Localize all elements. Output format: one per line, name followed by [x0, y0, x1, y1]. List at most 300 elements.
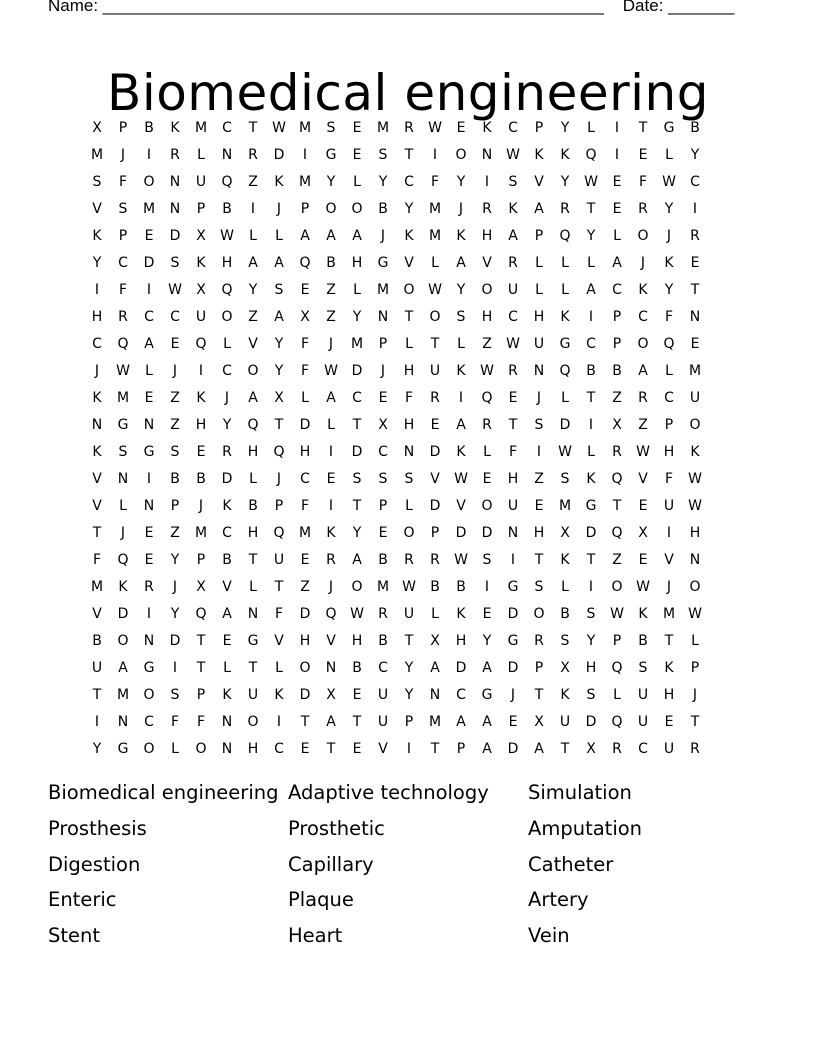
grid-letter: S [118, 443, 128, 460]
grid-letter: V [482, 254, 492, 271]
grid-letter: K [118, 578, 128, 595]
grid-letter: L [665, 362, 673, 379]
grid-letter: U [637, 686, 649, 703]
grid-letter: M [376, 281, 390, 298]
grid-letter: C [664, 389, 674, 406]
grid-letter: I [198, 362, 204, 379]
grid-letter: L [535, 254, 543, 271]
grid-letter: D [299, 686, 311, 703]
grid-letter: V [326, 632, 336, 649]
grid-letter: R [222, 443, 232, 460]
grid-letter: X [196, 281, 206, 298]
grid-letter: N [169, 200, 181, 217]
grid-letter: U [195, 308, 207, 325]
grid-letter: K [92, 227, 102, 244]
grid-letter: D [455, 659, 467, 676]
grid-letter: H [507, 470, 519, 487]
grid-letter: N [143, 497, 155, 514]
grid-letter: K [586, 470, 596, 487]
grid-letter: K [404, 227, 414, 244]
grid-letter: B [222, 551, 232, 568]
grid-letter: C [352, 389, 362, 406]
grid-letter: U [663, 497, 675, 514]
grid-letter: V [92, 497, 102, 514]
grid-letter: C [92, 335, 102, 352]
grid-letter: K [196, 389, 206, 406]
grid-letter: L [171, 740, 179, 757]
grid-letter: U [507, 281, 519, 298]
grid-letter: Q [247, 416, 259, 433]
grid-letter: D [351, 362, 363, 379]
grid-letter: E [456, 119, 466, 136]
grid-letter: A [118, 659, 128, 676]
grid-letter: C [118, 254, 128, 271]
grid-letter: W [558, 443, 572, 460]
grid-letter: I [614, 119, 620, 136]
grid-letter: U [663, 740, 675, 757]
grid-letter: Y [352, 524, 362, 541]
grid-letter: Y [456, 281, 466, 298]
word-list-item: Biomedical engineering [48, 781, 279, 804]
grid-letter: F [300, 335, 310, 352]
grid-letter: C [378, 443, 388, 460]
grid-letter: K [560, 308, 570, 325]
grid-letter: P [378, 497, 388, 514]
grid-letter: C [170, 308, 180, 325]
grid-letter: N [221, 713, 233, 730]
grid-letter: Q [273, 443, 285, 460]
grid-letter: L [431, 605, 439, 622]
grid-letter: E [144, 227, 154, 244]
grid-letter: O [351, 578, 363, 595]
grid-letter: O [533, 605, 545, 622]
grid-letter: P [196, 686, 206, 703]
grid-letter: Q [221, 281, 233, 298]
grid-letter: A [482, 659, 492, 676]
grid-letter: M [376, 119, 390, 136]
grid-letter: E [300, 740, 310, 757]
grid-letter: L [223, 659, 231, 676]
grid-letter: G [585, 497, 597, 514]
grid-letter: P [534, 119, 544, 136]
grid-letter: D [585, 524, 597, 541]
grid-letter: E [144, 551, 154, 568]
grid-letter: E [638, 551, 648, 568]
grid-letter: E [196, 443, 206, 460]
grid-letter: L [197, 146, 205, 163]
grid-letter: F [664, 470, 674, 487]
grid-letter: I [692, 200, 698, 217]
grid-letter: M [194, 524, 208, 541]
word-list [48, 778, 768, 957]
grid-letter: K [326, 524, 336, 541]
grid-letter: X [196, 578, 206, 595]
grid-letter: U [195, 173, 207, 190]
grid-letter: E [690, 335, 700, 352]
grid-letter: K [560, 551, 570, 568]
grid-letter: Y [404, 200, 414, 217]
grid-letter: W [688, 497, 702, 514]
grid-letter: P [612, 335, 622, 352]
grid-letter: F [118, 173, 128, 190]
grid-letter: M [662, 605, 676, 622]
grid-letter: I [510, 551, 516, 568]
grid-letter: M [298, 119, 312, 136]
grid-letter: B [170, 470, 180, 487]
grid-letter: C [274, 740, 284, 757]
grid-letter: I [432, 146, 438, 163]
grid-letter: C [638, 308, 648, 325]
grid-letter: R [690, 227, 700, 244]
grid-letter: E [664, 713, 674, 730]
grid-letter: J [380, 227, 386, 244]
grid-letter: T [586, 551, 596, 568]
grid-letter: D [559, 416, 571, 433]
grid-letter: O [143, 686, 155, 703]
grid-letter: T [248, 659, 258, 676]
grid-letter: L [587, 254, 595, 271]
grid-letter: Y [586, 227, 596, 244]
grid-letter: S [170, 443, 180, 460]
grid-letter: M [116, 389, 130, 406]
grid-letter: C [508, 308, 518, 325]
grid-letter: C [144, 308, 154, 325]
grid-letter: T [248, 551, 258, 568]
grid-letter: Y [690, 146, 700, 163]
grid-letter: B [378, 200, 388, 217]
grid-letter: P [612, 308, 622, 325]
grid-letter: T [352, 713, 362, 730]
grid-letter: U [377, 686, 389, 703]
grid-letter: G [507, 578, 519, 595]
grid-letter: H [351, 254, 363, 271]
grid-letter: K [560, 146, 570, 163]
grid-letter: Q [481, 389, 493, 406]
grid-letter: F [274, 605, 284, 622]
grid-letter: J [276, 470, 282, 487]
grid-letter: U [377, 713, 389, 730]
grid-letter: C [690, 173, 700, 190]
grid-letter: R [326, 551, 336, 568]
grid-letter: M [116, 686, 130, 703]
grid-letter: O [195, 740, 207, 757]
grid-letter: T [92, 524, 102, 541]
grid-letter: M [142, 200, 156, 217]
grid-letter: L [223, 335, 231, 352]
grid-letter: J [536, 389, 542, 406]
grid-letter: H [455, 632, 467, 649]
grid-letter: M [688, 362, 702, 379]
grid-letter: L [561, 281, 569, 298]
word-list-item: Plaque [288, 888, 354, 912]
grid-letter: A [144, 335, 154, 352]
grid-letter: O [247, 362, 259, 379]
grid-letter: I [302, 146, 308, 163]
grid-letter: P [404, 713, 414, 730]
grid-letter: E [352, 686, 362, 703]
grid-letter: E [326, 470, 336, 487]
grid-letter: L [275, 227, 283, 244]
grid-letter: R [690, 740, 700, 757]
grid-letter: I [588, 416, 594, 433]
grid-letter: I [666, 524, 672, 541]
grid-letter: V [92, 605, 102, 622]
grid-letter: X [638, 524, 648, 541]
grid-letter: J [172, 362, 178, 379]
grid-letter: N [507, 524, 519, 541]
grid-letter: M [428, 713, 442, 730]
grid-letter: L [561, 254, 569, 271]
grid-letter: T [352, 416, 362, 433]
grid-letter: H [195, 416, 207, 433]
grid-letter: W [428, 119, 442, 136]
grid-letter: E [144, 524, 154, 541]
grid-letter: R [560, 200, 570, 217]
grid-letter: R [638, 389, 648, 406]
grid-letter: W [480, 362, 494, 379]
grid-letter: S [378, 470, 388, 487]
grid-letter: A [352, 227, 362, 244]
grid-letter: J [640, 254, 646, 271]
grid-letter: I [614, 146, 620, 163]
grid-letter: J [510, 686, 516, 703]
grid-letter: R [118, 308, 128, 325]
grid-letter: I [484, 173, 490, 190]
grid-letter: S [456, 308, 466, 325]
grid-letter: Y [248, 281, 258, 298]
grid-letter: W [350, 605, 364, 622]
grid-letter: K [222, 686, 232, 703]
grid-letter: W [454, 551, 468, 568]
grid-letter: R [638, 200, 648, 217]
grid-letter: E [352, 740, 362, 757]
grid-letter: G [325, 146, 337, 163]
grid-letter: K [456, 227, 466, 244]
word-list-item: Vein [528, 924, 570, 948]
grid-letter: H [689, 524, 701, 541]
grid-letter: Q [559, 362, 571, 379]
grid-letter: D [507, 605, 519, 622]
grid-letter: A [586, 281, 596, 298]
grid-letter: S [378, 146, 388, 163]
grid-letter: D [299, 605, 311, 622]
grid-letter: S [326, 119, 336, 136]
grid-letter: O [143, 740, 155, 757]
grid-letter: M [194, 119, 208, 136]
grid-letter: Y [170, 605, 180, 622]
grid-letter: U [273, 551, 285, 568]
grid-letter: Q [663, 335, 675, 352]
grid-letter: W [506, 146, 520, 163]
grid-letter: O [481, 281, 493, 298]
grid-letter: P [378, 335, 388, 352]
grid-letter: I [146, 146, 152, 163]
grid-letter: I [94, 281, 100, 298]
grid-letter: U [559, 713, 571, 730]
grid-letter: E [638, 497, 648, 514]
grid-letter: W [402, 578, 416, 595]
grid-letter: I [588, 308, 594, 325]
grid-letter: K [560, 686, 570, 703]
grid-letter: K [92, 389, 102, 406]
grid-letter: X [378, 416, 388, 433]
grid-letter: Y [222, 416, 232, 433]
grid-letter: P [690, 659, 700, 676]
grid-letter: S [638, 659, 648, 676]
grid-letter: N [143, 632, 155, 649]
grid-letter: N [169, 173, 181, 190]
grid-letter: X [92, 119, 102, 136]
grid-letter: L [587, 119, 595, 136]
grid-letter: B [326, 254, 336, 271]
grid-letter: L [353, 173, 361, 190]
grid-letter: E [378, 389, 388, 406]
grid-letter: N [247, 605, 259, 622]
grid-letter: G [507, 632, 519, 649]
grid-letter: J [458, 200, 464, 217]
grid-letter: K [456, 443, 466, 460]
grid-letter: R [612, 443, 622, 460]
grid-letter: B [352, 659, 362, 676]
grid-letter: K [196, 254, 206, 271]
grid-letter: L [431, 254, 439, 271]
grid-letter: G [143, 659, 155, 676]
grid-letter: D [429, 443, 441, 460]
grid-letter: A [534, 740, 544, 757]
grid-letter: W [636, 443, 650, 460]
grid-letter: E [352, 119, 362, 136]
grid-letter: U [91, 659, 103, 676]
word-list-item: Catheter [528, 852, 614, 876]
grid-letter: T [690, 281, 700, 298]
grid-letter: O [637, 227, 649, 244]
grid-letter: P [612, 632, 622, 649]
grid-letter: T [586, 200, 596, 217]
grid-letter: L [535, 281, 543, 298]
grid-letter: H [481, 308, 493, 325]
grid-letter: U [533, 335, 545, 352]
grid-letter: K [456, 605, 466, 622]
grid-letter: Q [299, 254, 311, 271]
grid-letter: I [146, 605, 152, 622]
grid-letter: N [377, 308, 389, 325]
grid-letter: T [430, 740, 440, 757]
grid-letter: G [117, 740, 129, 757]
grid-letter: M [298, 173, 312, 190]
grid-letter: L [691, 632, 699, 649]
grid-letter: T [534, 551, 544, 568]
grid-letter: U [403, 605, 415, 622]
grid-letter: N [221, 740, 233, 757]
grid-letter: L [405, 497, 413, 514]
grid-letter: J [692, 686, 698, 703]
grid-letter: Q [117, 551, 129, 568]
grid-letter: N [117, 470, 129, 487]
grid-letter: T [534, 686, 544, 703]
grid-letter: A [274, 254, 284, 271]
grid-letter: P [274, 497, 284, 514]
grid-letter: A [326, 389, 336, 406]
grid-letter: R [170, 146, 180, 163]
grid-letter: Z [534, 470, 544, 487]
grid-row [84, 276, 708, 303]
grid-letter: C [508, 119, 518, 136]
grid-letter: Q [585, 146, 597, 163]
grid-letter: K [508, 200, 518, 217]
grid-letter: M [558, 497, 572, 514]
grid-letter: L [353, 281, 361, 298]
grid-letter: S [170, 254, 180, 271]
grid-letter: A [248, 389, 258, 406]
grid-letter: R [612, 740, 622, 757]
grid-letter: E [170, 335, 180, 352]
grid-letter: G [247, 632, 259, 649]
grid-letter: O [455, 146, 467, 163]
grid-letter: R [508, 362, 518, 379]
grid-letter: J [666, 227, 672, 244]
grid-letter: J [328, 578, 334, 595]
grid-letter: Y [274, 362, 284, 379]
grid-letter: E [612, 200, 622, 217]
grid-row [84, 384, 708, 411]
grid-letter: T [690, 713, 700, 730]
grid-letter: I [146, 281, 152, 298]
grid-letter: M [376, 578, 390, 595]
grid-letter: H [247, 524, 259, 541]
grid-letter: I [250, 200, 256, 217]
grid-letter: A [612, 254, 622, 271]
grid-letter: H [585, 659, 597, 676]
page-title: Biomedical engineering [107, 63, 709, 122]
grid-letter: T [92, 686, 102, 703]
grid-row [84, 303, 708, 330]
grid-letter: D [117, 605, 129, 622]
grid-letter: P [118, 119, 128, 136]
grid-letter: A [456, 416, 466, 433]
grid-letter: Z [170, 524, 180, 541]
grid-letter: L [145, 362, 153, 379]
grid-letter: S [508, 173, 518, 190]
grid-letter: Y [404, 686, 414, 703]
grid-letter: Z [638, 416, 648, 433]
grid-letter: P [534, 227, 544, 244]
grid-letter: N [403, 443, 415, 460]
grid-letter: Q [611, 524, 623, 541]
grid-letter: Q [117, 335, 129, 352]
grid-row [84, 195, 708, 222]
grid-letter: T [560, 740, 570, 757]
grid-letter: R [404, 551, 414, 568]
grid-letter: N [91, 416, 103, 433]
grid-letter: C [456, 686, 466, 703]
grid-letter: O [637, 335, 649, 352]
grid-letter: T [196, 632, 206, 649]
grid-letter: G [481, 686, 493, 703]
grid-letter: R [482, 416, 492, 433]
grid-letter: P [300, 200, 310, 217]
grid-letter: X [560, 524, 570, 541]
grid-letter: B [378, 632, 388, 649]
grid-letter: L [119, 497, 127, 514]
grid-letter: E [638, 146, 648, 163]
grid-letter: F [170, 713, 180, 730]
grid-letter: Y [274, 335, 284, 352]
grid-letter: I [172, 659, 178, 676]
grid-row [84, 519, 708, 546]
grid-letter: P [170, 497, 180, 514]
word-list-item: Adaptive technology [288, 781, 489, 804]
grid-letter: V [430, 470, 440, 487]
